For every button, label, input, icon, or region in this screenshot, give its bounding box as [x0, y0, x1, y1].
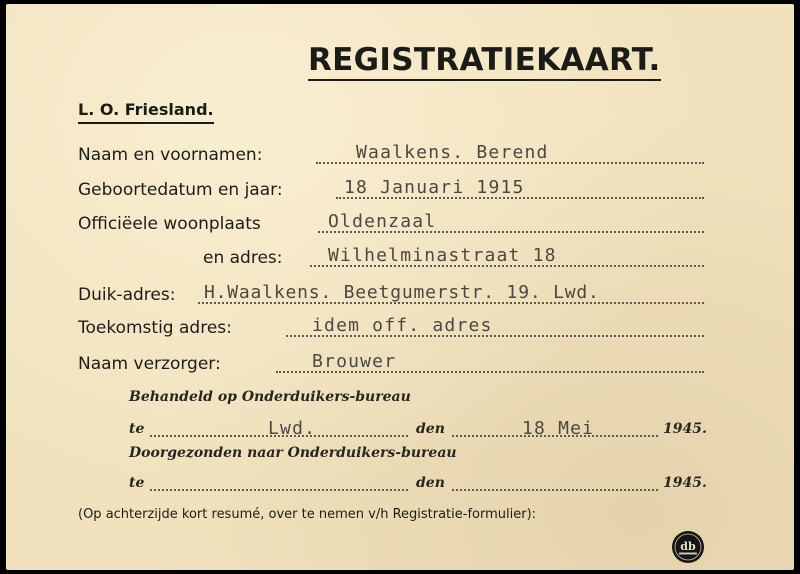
printer-logo-svg: [672, 531, 704, 563]
toekomstig-label: Toekomstig adres:: [78, 318, 232, 338]
adres-value: Wilhelminastraat 18: [328, 245, 557, 266]
adres-label: en adres:: [203, 248, 283, 268]
duikadres-value: H.Waalkens. Beetgumerstr. 19. Lwd.: [204, 282, 600, 303]
logo-text: db: [680, 540, 696, 553]
doorgezonden-den-dotted-line: [452, 489, 658, 491]
card-title: REGISTRATIEKAART.: [308, 42, 661, 81]
geboortedatum-label: Geboortedatum en jaar:: [78, 180, 283, 200]
behandeld-year: 1945.: [663, 421, 707, 437]
woonplaats-label: Officiëele woonplaats: [78, 214, 261, 234]
verzorger-label: Naam verzorger:: [78, 354, 221, 374]
behandeld-den-label: den: [416, 421, 445, 437]
naam-value: Waalkens. Berend: [356, 142, 549, 163]
printer-logo-icon: [672, 531, 704, 563]
behandeld-den-value: 18 Mei: [522, 418, 595, 439]
woonplaats-value: Oldenzaal: [328, 211, 437, 232]
verzorger-value: Brouwer: [312, 351, 397, 372]
behandeld-te-label: te: [129, 421, 145, 437]
naam-label: Naam en voornamen:: [78, 145, 263, 165]
doorgezonden-te-dotted-line: [150, 489, 408, 491]
doorgezonden-den-label: den: [416, 475, 445, 491]
toekomstig-value: idem off. adres: [312, 315, 493, 336]
doorgezonden-year: 1945.: [663, 475, 707, 491]
doorgezonden-heading: Doorgezonden naar Onderduikers-bureau: [129, 445, 457, 461]
doorgezonden-te-label: te: [129, 475, 145, 491]
behandeld-heading: Behandeld op Onderduikers-bureau: [129, 389, 411, 405]
footer-note: (Op achterzijde kort resumé, over te nemen v/h Registratie-formulier):: [78, 507, 537, 522]
duikadres-label: Duik-adres:: [78, 285, 176, 305]
geboortedatum-value: 18 Januari 1915: [344, 177, 525, 198]
organization-name: L. O. Friesland.: [78, 100, 214, 124]
behandeld-te-value: Lwd.: [268, 418, 317, 439]
